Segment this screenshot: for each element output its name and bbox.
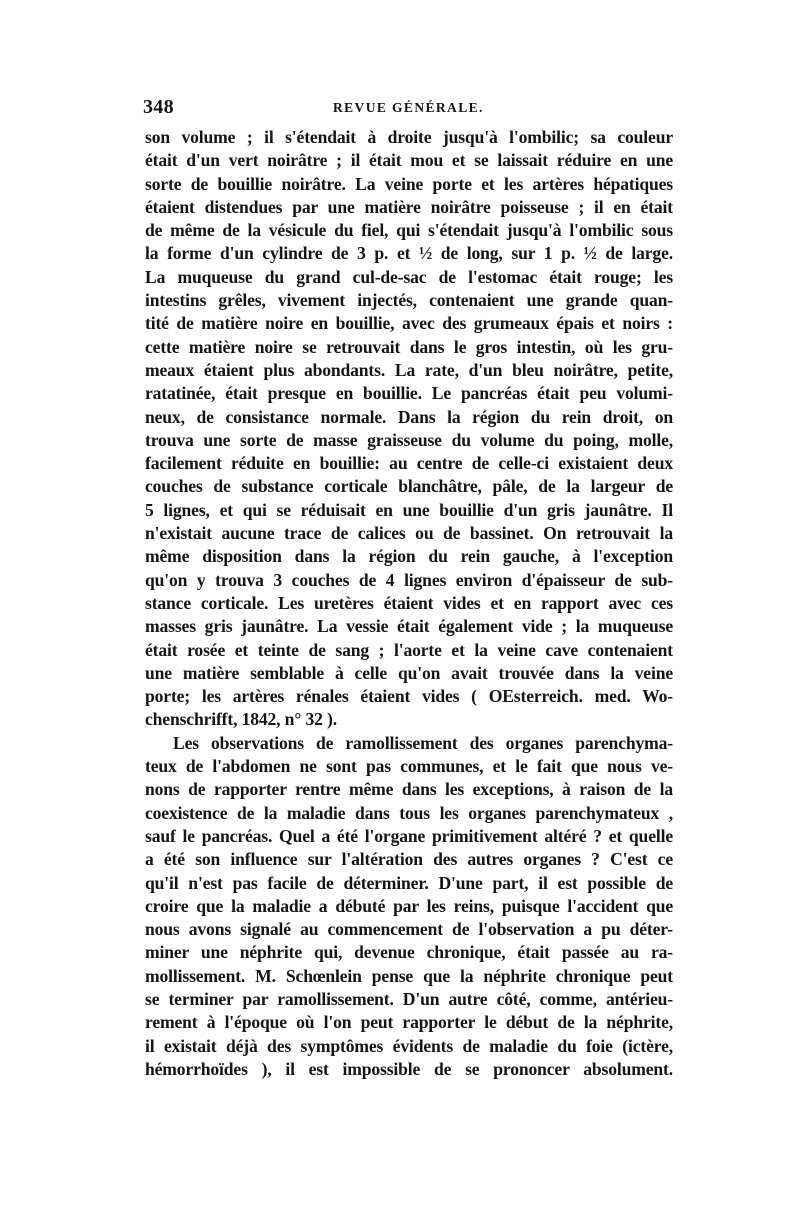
text-line: meaux étaient plus abondants. La rate, d'un bleu noirâtre, petite,	[145, 359, 673, 380]
book-page	[145, 96, 673, 1081]
text-line: rement à l'époque où l'on peut rapporter le début de la néphrite,	[145, 1012, 673, 1033]
text-line: de même de la vésicule du fiel, qui s'étendait jusqu'à l'ombilic sous	[145, 220, 673, 241]
running-head	[145, 96, 673, 126]
text-line: mollissement. M. Schœnlein pense que la néphrite chronique peut	[145, 965, 673, 986]
text-line: son volume ; il s'étendait à droite jusqu'à l'ombilic; sa couleur	[145, 127, 673, 147]
text-line: la forme d'un cylindre de 3 p. et ½ de long, sur 1 p. ½ de large.	[145, 243, 673, 264]
text-line: sorte de bouillie noirâtre. La veine porte et les artères hépatiques	[145, 173, 673, 194]
running-title: REVUE GÉNÉRALE.	[333, 100, 484, 115]
text-line: était rosée et teinte de sang ; l'aorte et la veine cave contenaient	[145, 639, 673, 660]
text-line: Les observations de ramollissement des organes parenchyma-	[173, 732, 673, 753]
body-text	[145, 126, 673, 1081]
page-number: 348	[143, 96, 174, 118]
text-line: se terminer par ramollissement. D'un autre côté, comme, antérieu-	[145, 988, 673, 1009]
paragraph-1	[145, 126, 673, 732]
text-line: il existait déjà des symptômes évidents de maladie du foie (ictère,	[145, 1035, 673, 1056]
text-line: intestins grêles, vivement injectés, contenaient une grande quan-	[145, 290, 673, 311]
text-line: sauf le pancréas. Quel a été l'organe primitivement altéré ? et quelle	[145, 825, 673, 846]
text-line: La muqueuse du grand cul-de-sac de l'estomac était rouge; les	[145, 266, 673, 287]
text-line: trouva une sorte de masse graisseuse du volume du poing, molle,	[145, 429, 673, 450]
text-line: qu'on y trouva 3 couches de 4 lignes environ d'épaisseur de sub-	[145, 569, 673, 590]
text-line: facilement réduite en bouillie: au centre de celle-ci existaient deux	[145, 453, 673, 474]
text-line: étaient distendues par une matière noirâtre poisseuse ; il en était	[145, 196, 673, 217]
text-line: était d'un vert noirâtre ; il était mou et se laissait réduire en une	[145, 150, 673, 171]
text-line: porte; les artères rénales étaient vides ( OEsterreich. med. Wo-	[145, 686, 673, 707]
text-line: croire que la maladie a débuté par les reins, puisque l'accident que	[145, 895, 673, 916]
text-line: miner une néphrite qui, devenue chronique, était passée au ra-	[145, 942, 673, 963]
text-line: une matière semblable à celle qu'on avait trouvée dans la veine	[145, 662, 673, 683]
text-line: teux de l'abdomen ne sont pas communes, et le fait que nous ve-	[145, 756, 673, 777]
text-line: coexistence de la maladie dans tous les organes parenchymateux ,	[145, 802, 673, 823]
text-line: hémorrhoïdes ), il est impossible de se prononcer absolument.	[145, 1058, 673, 1079]
text-line: nous avons signalé au commencement de l'observation a pu déter-	[145, 919, 673, 940]
text-line: n'existait aucune trace de calices ou de bassinet. On retrouvait la	[145, 523, 673, 544]
text-line: ratatinée, était presque en bouillie. Le pancréas était peu volumi-	[145, 383, 673, 404]
text-line: neux, de consistance normale. Dans la région du rein droit, on	[145, 406, 673, 427]
text-line: masses gris jaunâtre. La vessie était également vide ; la muqueuse	[145, 616, 673, 637]
text-line: nons de rapporter rentre même dans les exceptions, à raison de la	[145, 779, 673, 800]
text-line: qu'il n'est pas facile de déterminer. D'une part, il est possible de	[145, 872, 673, 893]
text-line: tité de matière noire en bouillie, avec des grumeaux épais et noirs :	[145, 313, 673, 334]
text-line: stance corticale. Les uretères étaient vides et en rapport avec ces	[145, 592, 673, 613]
text-line: 5 lignes, et qui se réduisait en une bouillie d'un gris jaunâtre. Il	[145, 499, 673, 520]
text-line: couches de substance corticale blanchâtre, pâle, de la largeur de	[145, 476, 673, 497]
paragraph-2	[145, 732, 673, 1081]
text-line: chenschrifft, 1842, n° 32 ).	[145, 709, 337, 730]
text-line: même disposition dans la région du rein gauche, à l'exception	[145, 546, 673, 567]
text-line: cette matière noire se retrouvait dans le gros intestin, où les gru-	[145, 336, 673, 357]
text-line: a été son influence sur l'altération des autres organes ? C'est ce	[145, 849, 673, 870]
